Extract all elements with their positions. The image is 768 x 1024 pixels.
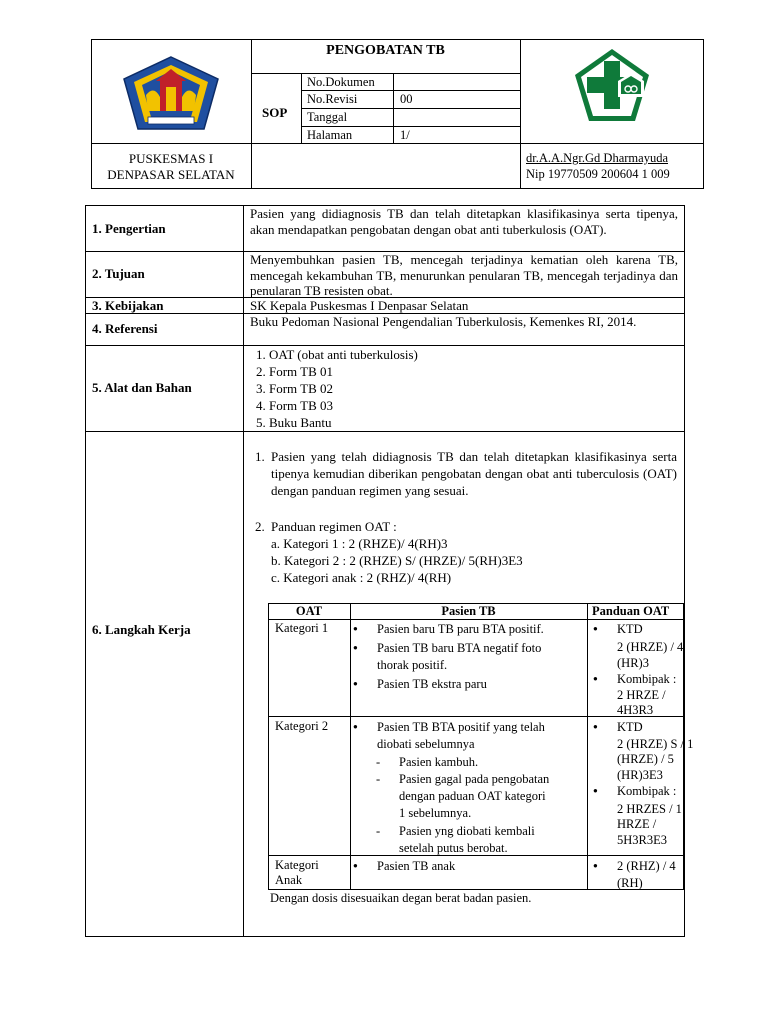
regimen-item: b. Kategori 2 : 2 (RHZE) S/ (HRZE)/ 5(RH)3E3: [271, 553, 523, 568]
table-cell-pasien: Pasien kambuh.: [399, 755, 479, 769]
org-name-line1: PUSKESMAS I: [128, 151, 214, 166]
table-cell-kategori: Kategori 2: [275, 719, 329, 733]
table-cell-pasien: ● Pasien baru TB paru BTA positif.: [377, 621, 544, 637]
section-text-referensi: Buku Pedoman Nasional Pengendalian Tuberkulosis, Kemenkes RI, 2014.: [250, 314, 637, 329]
section-label-tujuan: 2. Tujuan: [92, 266, 145, 281]
table-cell-pasien: ● Pasien TB anak: [377, 858, 455, 874]
field-label-no-dokumen: No.Dokumen: [307, 75, 375, 89]
signer-name: dr.A.A.Ngr.Gd Dharmayuda: [526, 151, 668, 165]
table-cell-panduan: HRZE /: [617, 817, 657, 831]
table-divider: [85, 431, 685, 432]
table-cell-panduan: ● KTD: [617, 719, 643, 735]
field-label-halaman: Halaman: [307, 128, 353, 142]
table-cell-kategori: Anak: [275, 873, 303, 887]
table-cell-panduan: 2 HRZES / 1: [617, 802, 682, 816]
table-cell-pasien: Pasien gagal pada pengobatan: [399, 772, 550, 786]
list-item: 5. Buku Bantu: [256, 415, 332, 430]
table-cell-panduan: (HR)3E3: [617, 768, 663, 782]
step-number: 2.: [255, 519, 265, 534]
step-text: Panduan regimen OAT :: [271, 519, 397, 534]
table-cell-pasien: 1 sebelumnya.: [399, 806, 472, 820]
section-label-langkah: 6. Langkah Kerja: [92, 622, 191, 637]
table-cell-panduan: ● Kombipak :: [617, 671, 676, 687]
table-cell-pasien: diobati sebelumnya: [377, 737, 475, 751]
table-cell-panduan: 4H3R3: [617, 703, 654, 717]
step-number: 1.: [255, 449, 265, 464]
dash-marker: -: [376, 755, 381, 769]
table-cell-panduan: 5H3R3E3: [617, 833, 667, 847]
table-cell-kategori: Kategori: [275, 858, 319, 872]
header-divider: [301, 90, 520, 91]
header-divider: [520, 39, 521, 189]
dash-marker: -: [376, 824, 381, 838]
dosage-note: Dengan dosis disesuaikan degan berat badan pasien.: [270, 891, 532, 905]
column-header: Pasien TB: [441, 604, 496, 618]
regimen-item: c. Kategori anak : 2 (RHZ)/ 4(RH): [271, 570, 452, 585]
table-cell-pasien: thorak positif.: [377, 658, 448, 672]
table-divider: [350, 603, 351, 890]
table-cell-pasien: ● Pasien TB BTA positif yang telah: [377, 719, 545, 735]
table-cell-panduan: 2 (HRZE) / 4: [617, 640, 684, 654]
table-cell-panduan: ● KTD: [617, 621, 643, 637]
government-emblem-icon: [120, 55, 222, 133]
section-text-pengertian: Pasien yang didiagnosis TB dan telah ditetapkan klasifikasinya serta tipenya, akan mendapatkan pengobatan dengan obat anti tuberkulosis (OAT).: [250, 206, 678, 237]
section-label-kebijakan: 3. Kebijakan: [92, 298, 164, 313]
header-divider: [91, 143, 704, 144]
table-cell-pasien: ● Pasien TB ekstra paru: [377, 676, 487, 692]
section-label-referensi: 4. Referensi: [92, 321, 158, 336]
table-cell-pasien: dengan paduan OAT kategori: [399, 789, 546, 803]
table-cell-pasien: ● Pasien TB baru BTA negatif foto: [377, 640, 541, 656]
table-cell-panduan: (RH): [617, 876, 643, 890]
org-name-line2: DENPASAR SELATAN: [107, 167, 235, 182]
header-divider: [251, 39, 252, 189]
table-cell-pasien: setelah putus berobat.: [399, 841, 508, 855]
header-divider: [251, 73, 520, 74]
section-label-alat: 5. Alat dan Bahan: [92, 380, 192, 395]
field-label-no-revisi: No.Revisi: [307, 92, 358, 106]
table-cell-panduan: (HR)3: [617, 656, 649, 670]
section-label-pengertian: 1. Pengertian: [92, 221, 166, 236]
signer-nip: Nip 19770509 200604 1 009: [526, 167, 670, 181]
list-item: 1. OAT (obat anti tuberkulosis): [256, 347, 418, 362]
header-divider: [393, 73, 394, 143]
document-title: PENGOBATAN TB: [326, 43, 445, 58]
table-cell-kategori: Kategori 1: [275, 621, 329, 635]
section-text-kebijakan: SK Kepala Puskesmas I Denpasar Selatan: [250, 298, 469, 313]
step-text: Pasien yang telah didiagnosis TB dan telah ditetapkan klasifikasinya serta tipenya kemudian diberikan pengobatan dengan obat anti tuberculosis (OAT) dengan panduan regimen yang sesuai.: [271, 449, 677, 498]
table-cell-panduan: ● Kombipak :: [617, 783, 676, 799]
table-cell-pasien: Pasien yng diobati kembali: [399, 824, 535, 838]
dash-marker: -: [376, 772, 381, 786]
column-header: OAT: [295, 604, 323, 618]
table-cell-panduan: ● 2 (RHZ) / 4: [617, 858, 676, 874]
list-item: 3. Form TB 02: [256, 381, 334, 396]
table-cell-panduan: (HRZE) / 5: [617, 752, 674, 766]
list-item: 4. Form TB 03: [256, 398, 334, 413]
field-value-no-revisi: 00: [400, 92, 413, 106]
section-text-tujuan: Menyembuhkan pasien TB, mencegah terjadinya kematian oleh karena TB, mencegah kekambuhan TB, menurunkan penularan TB, mencegah terjadinya dan penularan TB resisten obat.: [250, 252, 678, 298]
field-label-tanggal: Tanggal: [307, 110, 348, 124]
table-divider: [587, 603, 588, 890]
list-item: 2. Form TB 01: [256, 364, 334, 379]
table-cell-panduan: 2 (HRZE) S / 1: [617, 737, 694, 751]
sop-label: SOP: [262, 105, 288, 120]
header-divider: [301, 126, 520, 127]
table-cell-panduan: 2 HRZE /: [617, 688, 666, 702]
regimen-item: a. Kategori 1 : 2 (RHZE)/ 4(RH)3: [271, 536, 448, 551]
table-divider: [268, 619, 684, 620]
table-divider: [243, 205, 244, 937]
field-value-halaman: 1/: [400, 128, 410, 142]
column-header: Panduan OAT: [592, 604, 670, 618]
puskesmas-logo-icon: [571, 47, 653, 125]
header-divider: [301, 108, 520, 109]
